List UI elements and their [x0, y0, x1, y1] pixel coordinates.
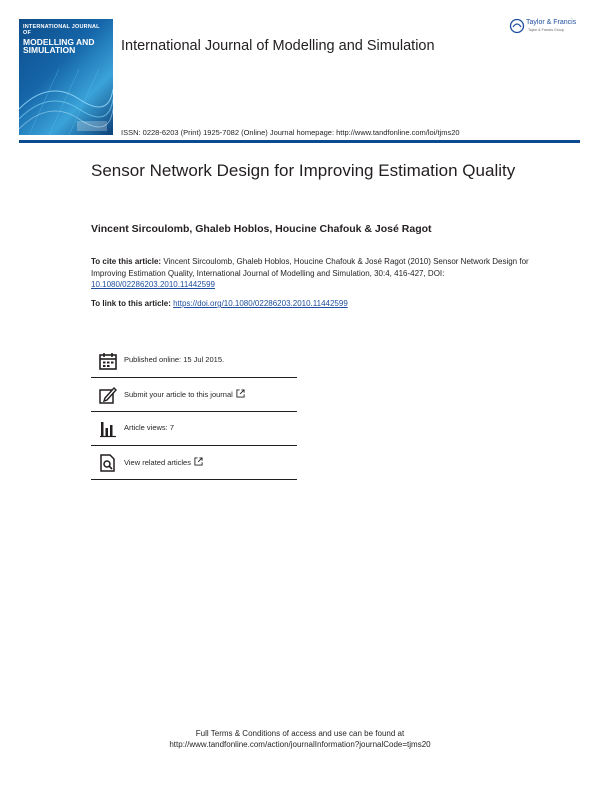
article-link-label: To link to this article:: [91, 299, 171, 308]
publisher-logo: [509, 16, 581, 36]
citation-block: [91, 256, 541, 291]
article-doi-link[interactable]: https://doi.org/10.1080/02286203.2010.11442599: [173, 299, 348, 308]
published-online-row: [91, 344, 297, 378]
citation-text: Vincent Sircoulomb, Ghaleb Hoblos, Houcine Chafouk & José Ragot (2010) Sensor Network Design for Improving Estimation Quality, International Journal of Modelling and Simulation, 30:4, 416-427, DOI:: [91, 257, 529, 278]
publisher-name: Taylor & Francis: [526, 19, 577, 26]
cover-title: [23, 25, 109, 55]
citation-label: To cite this article:: [91, 257, 162, 266]
article-title: Sensor Network Design for Improving Estimation Quality: [91, 161, 516, 180]
footer-terms: [0, 728, 600, 750]
publisher-tagline: Taylor & Francis Group: [528, 28, 564, 32]
journal-title: International Journal of Modelling and Simulation: [121, 38, 435, 54]
calendar-icon: [99, 352, 117, 370]
external-link-icon: [236, 389, 245, 398]
issn-line: [121, 128, 460, 137]
related-articles-text[interactable]: View related articles: [124, 458, 191, 467]
related-articles-label-wrap: [124, 457, 203, 467]
cover-title-line2: MODELLING AND: [23, 36, 95, 47]
external-link-icon: [194, 457, 203, 466]
article-views-row: [91, 412, 297, 446]
publisher-logo-icon: [509, 18, 525, 34]
article-authors: Vincent Sircoulomb, Ghaleb Hoblos, Houcine Chafouk & José Ragot: [91, 223, 432, 235]
journal-cover-image: [19, 19, 113, 135]
cover-title-line1: INTERNATIONAL JOURNAL OF: [23, 24, 100, 36]
cover-artwork: [19, 69, 113, 135]
article-views-text: Article views: 7: [124, 423, 175, 432]
edit-pencil-icon: [99, 386, 117, 404]
issn-text: ISSN: 0228-6203 (Print) 1925-7082 (Online) Journal homepage:: [121, 128, 335, 137]
journal-homepage-link[interactable]: http://www.tandfonline.com/loi/tjms20: [336, 128, 460, 137]
document-search-icon: [99, 454, 117, 472]
submit-article-text[interactable]: Submit your article to this journal: [124, 390, 233, 399]
submit-article-row[interactable]: [91, 378, 297, 412]
cover-title-line3: SIMULATION: [23, 45, 76, 56]
bar-chart-icon: [99, 420, 117, 438]
header-divider: [19, 140, 580, 143]
citation-doi-link[interactable]: 10.1080/02286203.2010.11442599: [91, 280, 215, 289]
published-online-text: Published online: 15 Jul 2015.: [124, 355, 225, 364]
footer-terms-link[interactable]: http://www.tandfonline.com/action/journalInformation?journalCode=tjms20: [169, 740, 431, 749]
related-articles-row[interactable]: [91, 446, 297, 480]
submit-article-label-wrap: [124, 389, 245, 399]
article-link-line: [91, 299, 348, 308]
footer-line1: Full Terms & Conditions of access and use can be found at: [195, 729, 405, 738]
